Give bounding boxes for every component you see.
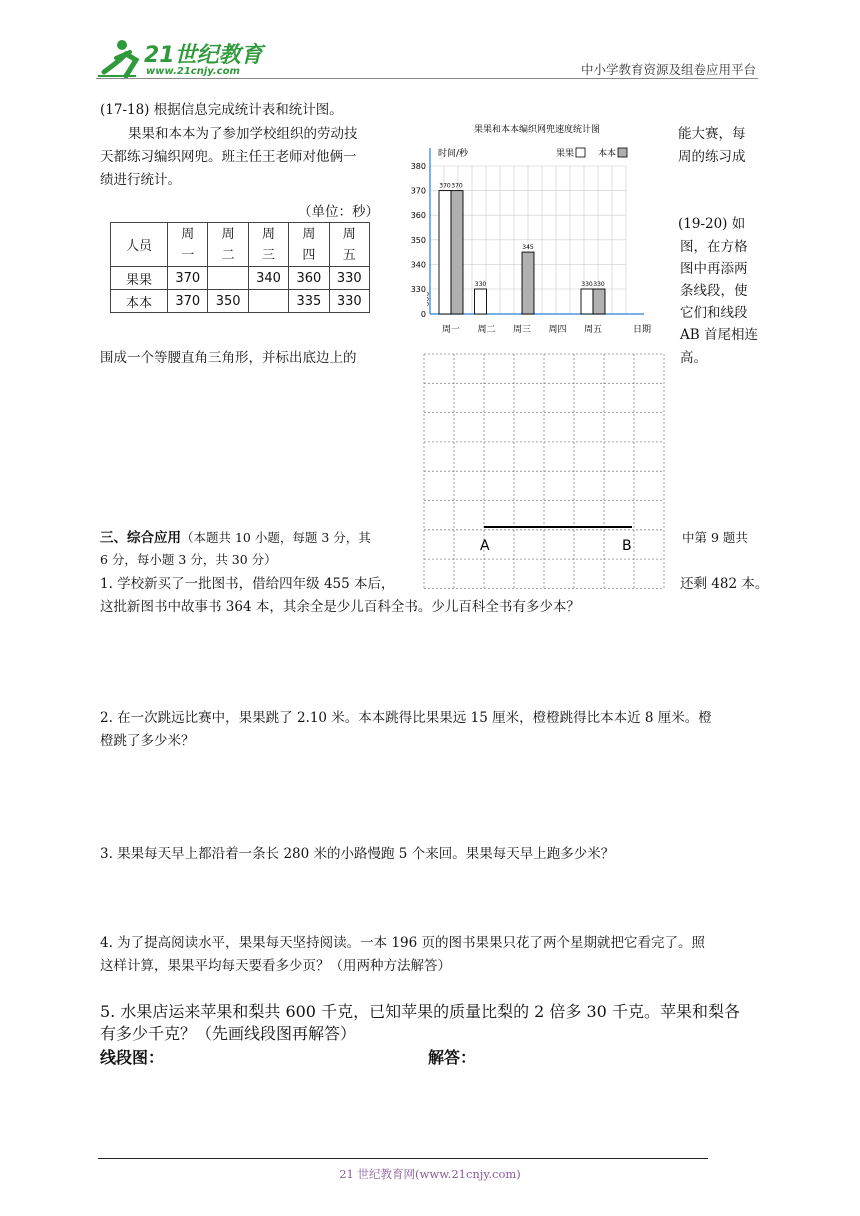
problem4-line1: 4. 为了提高阅读水平，果果每天坚持阅读。一本 196 页的图书果果只花了两个星期就把它看完了。照 [100, 935, 706, 951]
table-row [111, 290, 370, 313]
x-tick-label: 周五 [583, 325, 603, 335]
q1718-intro [100, 100, 343, 120]
header-divider [96, 78, 758, 79]
x-axis-label: 日期 [632, 325, 652, 335]
problem2-line1: 2. 在一次跳远比赛中，果果跳了 2.10 米。本本跳得比果果远 15 厘米，橙橙跳得比本本近 8 厘米。橙 [100, 710, 712, 726]
legend-swatch [618, 148, 627, 157]
table-header-cell [329, 223, 369, 267]
q1718-line2: 天都练习编织网兜。班主任王老师对他俩一 [100, 149, 357, 165]
table-unit: （单位：秒） [298, 204, 379, 220]
y-tick-label: 330 [410, 285, 426, 294]
legend-label: 本本 [597, 149, 616, 159]
q1920-label: (19-20) [678, 216, 728, 232]
bar [439, 191, 451, 314]
table-header-cell [208, 223, 248, 267]
table-header-cell [289, 223, 329, 267]
q1920-r2: 图，在方格 [680, 239, 748, 255]
problem5-answer-label: 解答： [428, 1048, 477, 1067]
table-header-cell [168, 223, 208, 267]
q1920-r6: AB 首尾相连 [680, 327, 758, 343]
problem1-line1: 1. 学校新买了一批图书，借给四年级 455 本后， [100, 576, 395, 592]
table-cell: 360 [289, 267, 329, 290]
stats-table [110, 222, 370, 313]
site-logo [96, 36, 266, 82]
axis-break-mark [427, 297, 429, 301]
y-tick-label: 380 [410, 162, 426, 171]
square-grid-figure [420, 352, 666, 590]
y-tick-label: 0 [420, 310, 426, 319]
table-cell: 330 [329, 267, 369, 290]
q1920-r3: 图中再添两 [680, 261, 748, 277]
y-tick-label: 340 [410, 260, 426, 270]
table-cell: 335 [289, 290, 329, 313]
bar-value-label: 370 [451, 182, 463, 190]
axis-break-mark [427, 292, 429, 296]
table-header-text: 周三 [262, 226, 276, 263]
y-tick-label: 350 [410, 235, 426, 245]
section3-heading [100, 528, 371, 548]
table-cell: 370 [168, 267, 208, 290]
logo-url: www.21cnjy.com [146, 66, 240, 77]
legend-swatch [576, 148, 585, 157]
section3-title: 三、综合应用 [100, 530, 181, 546]
q1718-label: (17-18) [100, 102, 150, 118]
q1718-line1-right: 能大赛，每 [678, 126, 746, 142]
bar [522, 252, 534, 314]
q1718-line3: 绩进行统计。 [100, 172, 181, 188]
problem2-line2: 橙跳了多少米？ [100, 733, 195, 749]
problem3: 3. 果果每天早上都沿着一条长 280 米的小路慢跑 5 个来回。果果每天早上跑多少米？ [100, 846, 615, 862]
table-header-text: 周二 [221, 226, 235, 263]
axis-break-mark [427, 302, 429, 306]
y-tick-label: 370 [410, 186, 426, 196]
table-header-row [111, 223, 370, 267]
x-tick-label: 周三 [512, 325, 532, 335]
footer-text: 21 世纪教育网(www.21cnjy.com) [339, 1167, 521, 1181]
q1718-intro-text: 根据信息完成统计表和统计图。 [153, 102, 343, 118]
table-cell: 370 [168, 290, 208, 313]
q1920-r1-text: 如 [731, 216, 746, 232]
q1920-r5: 它们和线段 [680, 305, 748, 321]
speed-bar-chart [404, 118, 670, 342]
bar [581, 289, 593, 314]
legend-label: 果果 [555, 149, 574, 159]
bar-value-label: 330 [474, 281, 487, 288]
problem5-line1: 5. 水果店运来苹果和梨共 600 千克，已知苹果的质量比梨的 2 倍多 30 千克。苹果和梨各 [100, 1002, 740, 1021]
point-a-label: A [480, 538, 490, 554]
section3-note1: （本题共 10 小题，每题 3 分，其 [181, 530, 371, 545]
table-cell: 350 [208, 290, 248, 313]
table-row [111, 267, 370, 290]
bar-value-label: 330 [581, 281, 593, 288]
bar-value-label: 345 [522, 244, 534, 252]
bar [451, 191, 463, 314]
x-tick-label: 周四 [548, 325, 567, 335]
table-cell: 330 [329, 290, 369, 313]
problem1-line1-right: 还剩 482 本。 [680, 576, 769, 592]
table-header-cell [248, 223, 288, 267]
point-b-label: B [622, 538, 632, 554]
table-cell: 340 [248, 267, 288, 290]
q1718-line2-right: 周的练习成 [678, 149, 746, 165]
problem4-line2: 这样计算，果果平均每天要看多少页？（用两种方法解答） [100, 958, 451, 974]
table-cell: 本本 [111, 290, 168, 313]
problem5-diagram-label: 线段图： [100, 1048, 165, 1067]
footer-divider [98, 1158, 708, 1159]
table-header-text: 周五 [342, 226, 356, 263]
header-platform-text: 中小学教育资源及组卷应用平台 [580, 62, 756, 77]
table-header-text: 周四 [302, 226, 316, 263]
q1718-line1: 果果和本本为了参加学校组织的劳动技 [128, 126, 358, 142]
bar-value-label: 330 [593, 281, 605, 288]
table-header-text: 周一 [181, 226, 195, 263]
q1920-r1 [678, 214, 745, 234]
chart-title: 果果和本本编织网兜速度统计图 [473, 125, 601, 135]
problem5-line2: 有多少千克？（先画线段图再解答） [100, 1024, 357, 1043]
bar [593, 289, 605, 314]
table-cell [208, 267, 248, 290]
bar-value-label: 370 [439, 182, 451, 190]
x-tick-label: 周二 [477, 325, 496, 335]
q1920-left-text: 围成一个等腰直角三角形，并标出底边上的 [100, 350, 357, 366]
section3-note2: 6 分，每小题 3 分，共 30 分） [100, 552, 277, 567]
logo-title: 21世纪教育 [144, 43, 263, 68]
section3-note1-right: 中第 9 题共 [682, 530, 748, 545]
q1920-r4: 条线段，使 [680, 283, 748, 299]
q1920-r7: 高。 [680, 350, 707, 366]
table-cell: 果果 [111, 267, 168, 290]
bar [475, 289, 487, 314]
y-tick-label: 360 [410, 211, 426, 221]
table-cell [248, 290, 288, 313]
x-tick-label: 周一 [441, 325, 461, 335]
table-header-cell: 人员 [111, 223, 168, 267]
problem1-line2: 这批新图书中故事书 364 本，其余全是少儿百科全书。少儿百科全书有多少本？ [100, 599, 580, 615]
y-axis-label: 时间/秒 [438, 149, 469, 159]
